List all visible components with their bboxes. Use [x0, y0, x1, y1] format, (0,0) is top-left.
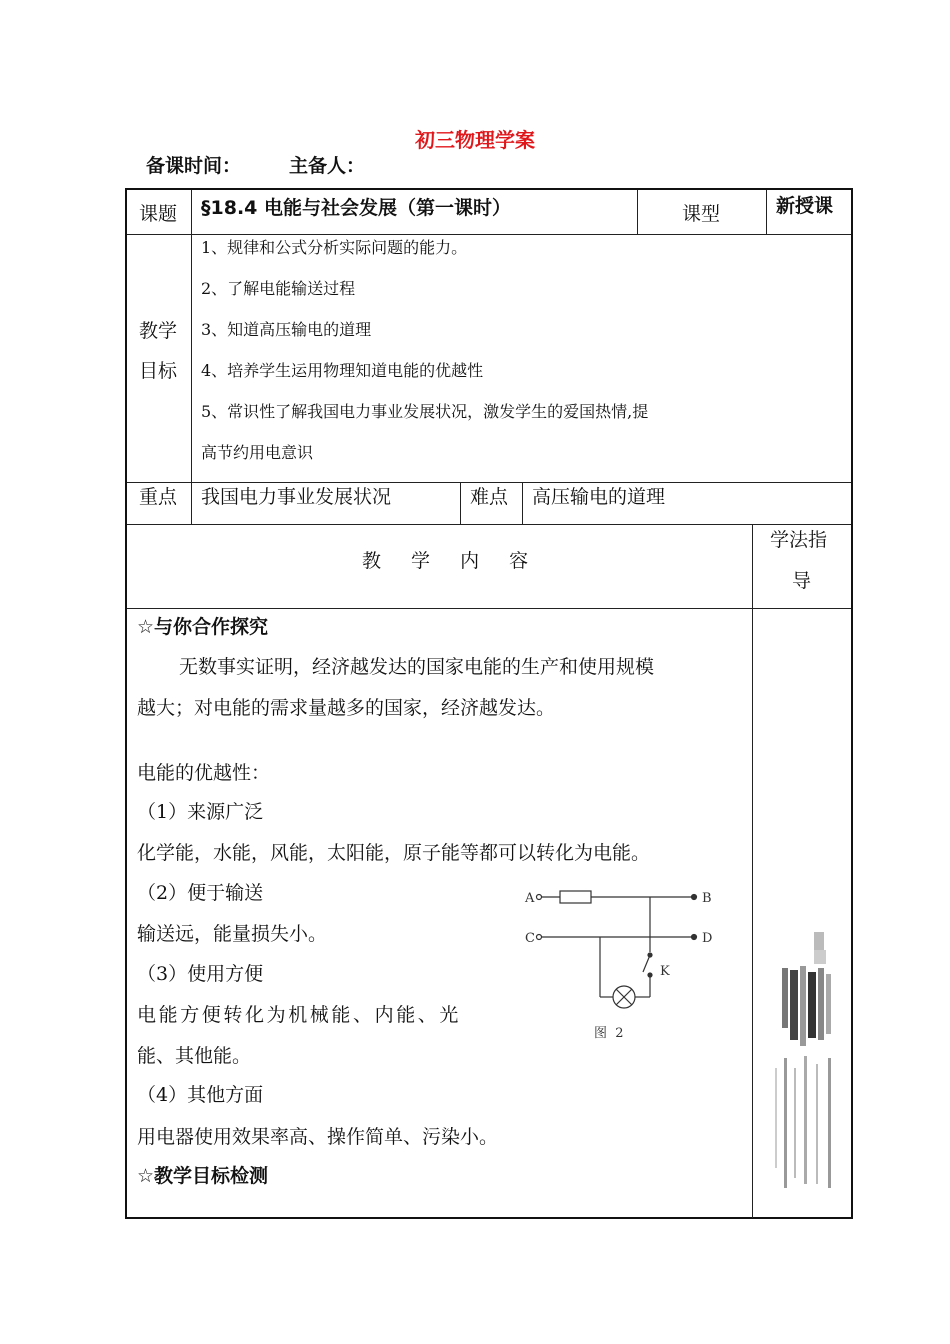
objective-item: 2、了解电能输送过程	[201, 279, 356, 298]
terminal-c	[537, 935, 542, 940]
type-value: 新授课	[776, 195, 834, 217]
redacted-image	[770, 928, 840, 1196]
advantages-title: 电能的优越性：	[137, 762, 271, 784]
point3-title: （3）使用方便	[137, 963, 264, 985]
objectives-list	[201, 227, 849, 473]
page-title: 初三物理学案	[415, 128, 535, 152]
topic-label: 课题	[139, 203, 178, 225]
key-point-value: 我国电力事业发展状况	[201, 486, 392, 508]
point1-title: （1）来源广泛	[137, 801, 264, 823]
point1-text: 化学能，水能，风能，太阳能，原子能等都可以转化为电能。	[137, 842, 651, 864]
objectives-label-line2: 目标	[139, 360, 178, 382]
label-a: A	[525, 891, 535, 906]
objectives-label-line1: 教学	[139, 320, 178, 342]
label-d: D	[702, 931, 713, 946]
terminal-a	[537, 895, 542, 900]
label-b: B	[702, 891, 712, 906]
objective-item: 5、常识性了解我国电力事业发展状况，激发学生的爱国热情,提	[201, 402, 649, 421]
topic-value: §18.4 电能与社会发展（第一课时）	[201, 197, 511, 219]
terminal-d	[692, 935, 697, 940]
point2-title: （2）便于输送	[137, 882, 264, 904]
point4-title: （4）其他方面	[137, 1084, 264, 1106]
section-objective-check: ☆教学目标检测	[137, 1165, 269, 1187]
teaching-content-header: 教 学 内 容	[362, 550, 541, 572]
difficulty-value: 高压输电的道理	[532, 486, 666, 508]
circuit-diagram	[520, 880, 730, 1045]
study-guide-header-line2: 导	[792, 570, 812, 592]
point4-text: 用电器使用效果率高、操作简单、污染小。	[137, 1126, 499, 1148]
figure-caption: 图 2	[594, 1026, 624, 1041]
prep-time-label: 备课时间：	[146, 155, 242, 177]
objective-item: 4、培养学生运用物理知道电能的优越性	[201, 361, 484, 380]
intro-line-2: 越大；对电能的需求量越多的国家，经济越发达。	[137, 697, 556, 719]
intro-line-1: 无数事实证明，经济越发达的国家电能的生产和使用规模	[179, 656, 655, 678]
preparer-label: 主备人：	[289, 155, 366, 177]
terminal-b	[692, 895, 697, 900]
fuse-icon	[560, 891, 591, 903]
point2-text: 输送远，能量损失小。	[137, 923, 328, 945]
label-c: C	[525, 931, 535, 946]
objective-item: 高节约用电意识	[201, 443, 314, 462]
label-k: K	[660, 964, 670, 979]
point3-text-line2: 能、其他能。	[137, 1045, 252, 1067]
point3-text-line1: 电能方便转化为机械能、内能、光	[137, 1004, 462, 1026]
section-cooperative-inquiry: ☆与你合作探究	[137, 616, 269, 638]
key-point-label: 重点	[139, 486, 178, 508]
objective-item: 3、知道高压输电的道理	[201, 320, 372, 339]
type-label: 课型	[682, 203, 721, 225]
difficulty-label: 难点	[470, 486, 509, 508]
objective-item: 1、规律和公式分析实际问题的能力。	[201, 238, 468, 257]
study-guide-header-line1: 学法指	[770, 529, 828, 551]
switch-k-icon	[643, 955, 650, 972]
